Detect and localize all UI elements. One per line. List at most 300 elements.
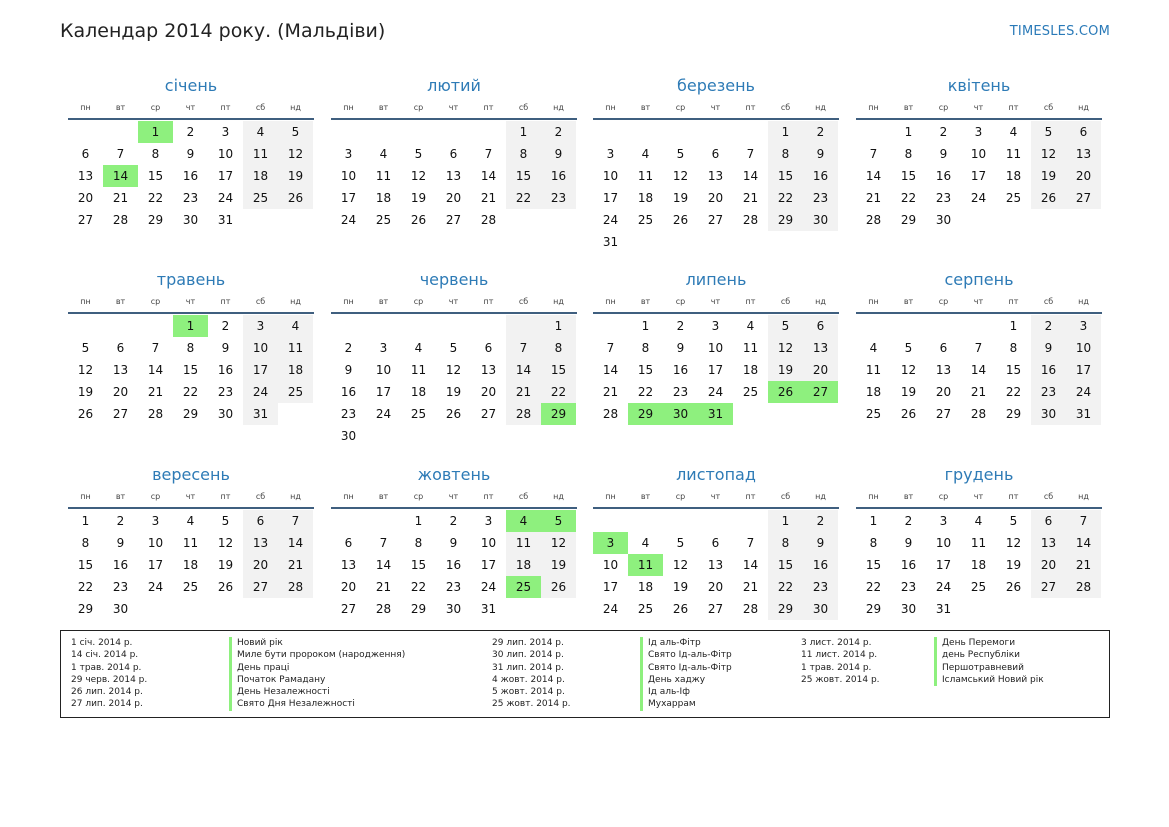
weekday-label: ср	[675, 297, 686, 306]
legend-date: 5 жовт. 2014 р.	[492, 687, 565, 698]
weekday-label: ср	[150, 492, 161, 501]
day-cell: 6	[243, 510, 278, 532]
empty-cell	[698, 510, 733, 532]
day-cell: 8	[506, 143, 541, 165]
day-cell: 30	[217, 407, 234, 421]
day-cell: 18	[375, 191, 392, 205]
weekday-label: нд	[290, 492, 301, 501]
weekday-label: нд	[553, 297, 564, 306]
empty-cell	[856, 121, 891, 143]
weekday-label: пт	[220, 297, 231, 306]
day-cell: 16	[803, 165, 838, 187]
day-cell: 29	[865, 602, 882, 616]
day-cell: 5	[1009, 514, 1018, 528]
day-cell: 5	[1031, 121, 1066, 143]
day-cell: 8	[186, 341, 195, 355]
weekday-label: чт	[973, 297, 984, 306]
day-cell: 19	[217, 558, 234, 572]
weekday-label: нд	[553, 492, 564, 501]
weekday-header	[331, 100, 577, 115]
holiday-day-cell: 1	[138, 121, 173, 143]
weekday-label: сб	[255, 297, 266, 306]
day-cell: 23	[182, 191, 199, 205]
day-cell: 20	[340, 580, 357, 594]
day-cell: 25	[742, 385, 759, 399]
day-cell: 12	[1031, 143, 1066, 165]
day-cell: 26	[410, 213, 427, 227]
month-title: травень	[156, 270, 226, 289]
day-cell: 5	[768, 315, 803, 337]
day-cell: 27	[445, 213, 462, 227]
holiday-day-cell: 5	[541, 510, 576, 532]
weekday-label: пн	[868, 492, 879, 501]
day-cell: 12	[768, 337, 803, 359]
day-cell: 18	[970, 558, 987, 572]
empty-cell	[366, 425, 401, 447]
day-cell: 25	[637, 213, 654, 227]
empty-cell	[278, 209, 313, 231]
day-cell: 30	[935, 213, 952, 227]
day-cell: 4	[974, 514, 983, 528]
day-cell: 31	[602, 235, 619, 249]
day-cell: 18	[410, 385, 427, 399]
day-cell: 21	[970, 385, 987, 399]
day-cell: 7	[606, 341, 615, 355]
legend-holiday-name: Свято Ід-аль-Фітр	[640, 649, 732, 661]
weekday-label: сб	[1043, 103, 1054, 112]
day-cell: 14	[865, 169, 882, 183]
empty-cell	[593, 121, 628, 143]
month-divider	[856, 118, 1102, 120]
day-cell: 19	[410, 191, 427, 205]
day-cell: 26	[672, 213, 689, 227]
day-cell: 26	[1005, 580, 1022, 594]
empty-cell	[803, 403, 838, 425]
day-cell: 2	[221, 319, 230, 333]
month-block	[331, 461, 577, 620]
day-grid	[593, 510, 839, 620]
weekday-label: чт	[710, 103, 721, 112]
day-cell: 12	[541, 532, 576, 554]
day-cell: 7	[974, 341, 983, 355]
empty-cell	[366, 121, 401, 143]
weekday-header	[593, 100, 839, 115]
day-cell: 22	[147, 191, 164, 205]
day-cell: 28	[742, 602, 759, 616]
day-cell: 20	[935, 385, 952, 399]
day-cell: 12	[900, 363, 917, 377]
day-cell: 24	[935, 580, 952, 594]
day-cell: 30	[900, 602, 917, 616]
empty-cell	[331, 315, 366, 337]
month-title: липень	[685, 270, 747, 289]
empty-cell	[663, 121, 698, 143]
legend-holiday-name: Мухаррам	[640, 698, 732, 710]
day-cell: 20	[1031, 554, 1066, 576]
day-cell: 11	[410, 363, 427, 377]
day-cell: 9	[449, 536, 458, 550]
day-cell: 21	[742, 191, 759, 205]
holiday-day-cell: 11	[628, 554, 663, 576]
day-cell: 17	[1066, 359, 1101, 381]
day-cell: 31	[1066, 403, 1101, 425]
day-cell: 17	[147, 558, 164, 572]
day-cell: 11	[243, 143, 278, 165]
day-cell: 2	[344, 341, 353, 355]
day-cell: 3	[1066, 315, 1101, 337]
day-cell: 12	[672, 558, 689, 572]
weekday-label: пт	[745, 492, 756, 501]
day-cell: 11	[182, 536, 199, 550]
day-cell: 6	[1066, 121, 1101, 143]
empty-cell	[401, 315, 436, 337]
weekday-label: нд	[815, 103, 826, 112]
day-cell: 9	[803, 532, 838, 554]
day-cell: 9	[186, 147, 195, 161]
weekday-label: нд	[553, 103, 564, 112]
day-cell: 17	[970, 169, 987, 183]
day-cell: 30	[803, 598, 838, 620]
weekday-label: вт	[115, 103, 126, 112]
month-divider	[68, 507, 314, 509]
day-cell: 16	[803, 554, 838, 576]
day-cell: 13	[112, 363, 129, 377]
empty-cell	[506, 598, 541, 620]
day-cell: 24	[340, 213, 357, 227]
holiday-day-cell: 3	[593, 532, 628, 554]
day-cell: 2	[676, 319, 685, 333]
weekday-label: вт	[378, 492, 389, 501]
day-cell: 11	[506, 532, 541, 554]
day-cell: 12	[278, 143, 313, 165]
month-divider	[68, 118, 314, 120]
day-cell: 19	[541, 554, 576, 576]
day-cell: 11	[637, 169, 654, 183]
day-cell: 19	[1005, 558, 1022, 572]
empty-cell	[698, 121, 733, 143]
day-cell: 14	[480, 169, 497, 183]
day-cell: 28	[375, 602, 392, 616]
day-cell: 14	[506, 359, 541, 381]
day-cell: 17	[243, 359, 278, 381]
month-title: серпень	[944, 270, 1014, 289]
day-cell: 22	[900, 191, 917, 205]
day-cell: 24	[1066, 381, 1101, 403]
day-cell: 1	[541, 315, 576, 337]
day-cell: 18	[506, 554, 541, 576]
day-cell: 3	[484, 514, 493, 528]
day-cell: 15	[182, 363, 199, 377]
weekday-label: сб	[1043, 297, 1054, 306]
weekday-label: пт	[220, 103, 231, 112]
day-grid	[68, 315, 314, 425]
empty-cell	[1031, 598, 1066, 620]
day-cell: 28	[112, 213, 129, 227]
legend-date: 29 черв. 2014 р.	[71, 674, 148, 685]
day-cell: 27	[1066, 187, 1101, 209]
day-cell: 11	[865, 363, 882, 377]
weekday-label: чт	[185, 297, 196, 306]
day-cell: 5	[676, 536, 685, 550]
day-cell: 7	[151, 341, 160, 355]
day-cell: 19	[672, 191, 689, 205]
empty-cell	[1066, 598, 1101, 620]
empty-cell	[1031, 209, 1066, 231]
day-cell: 18	[637, 191, 654, 205]
empty-cell	[506, 425, 541, 447]
weekday-label: пн	[868, 297, 879, 306]
day-cell: 9	[116, 536, 125, 550]
day-cell: 2	[116, 514, 125, 528]
day-cell: 6	[803, 315, 838, 337]
day-cell: 12	[672, 169, 689, 183]
day-cell: 1	[768, 510, 803, 532]
empty-cell	[628, 510, 663, 532]
day-cell: 12	[217, 536, 234, 550]
day-cell: 28	[970, 407, 987, 421]
holiday-day-cell: 26	[768, 381, 803, 403]
day-cell: 8	[541, 337, 576, 359]
day-cell: 17	[707, 363, 724, 377]
day-cell: 4	[641, 147, 650, 161]
day-cell: 20	[480, 385, 497, 399]
weekday-label: пт	[745, 103, 756, 112]
day-cell: 9	[541, 143, 576, 165]
weekday-label: пн	[605, 492, 616, 501]
day-cell: 1	[869, 514, 878, 528]
day-cell: 16	[340, 385, 357, 399]
day-cell: 6	[484, 341, 493, 355]
empty-cell	[803, 231, 838, 253]
day-cell: 9	[676, 341, 685, 355]
empty-cell	[768, 231, 803, 253]
weekday-label: пт	[483, 297, 494, 306]
weekday-label: сб	[780, 103, 791, 112]
day-cell: 1	[1009, 319, 1018, 333]
day-cell: 17	[375, 385, 392, 399]
day-cell: 13	[803, 337, 838, 359]
day-cell: 6	[939, 341, 948, 355]
day-cell: 5	[449, 341, 458, 355]
weekday-label: вт	[903, 297, 914, 306]
day-cell: 15	[147, 169, 164, 183]
month-block	[856, 266, 1102, 425]
empty-cell	[961, 209, 996, 231]
day-cell: 29	[182, 407, 199, 421]
day-cell: 26	[278, 187, 313, 209]
weekday-label: ср	[675, 492, 686, 501]
day-cell: 5	[904, 341, 913, 355]
day-cell: 15	[900, 169, 917, 183]
day-cell: 9	[221, 341, 230, 355]
empty-cell	[541, 425, 576, 447]
day-cell: 7	[869, 147, 878, 161]
day-cell: 24	[217, 191, 234, 205]
weekday-label: пн	[343, 103, 354, 112]
day-grid	[331, 121, 577, 231]
day-cell: 10	[970, 147, 987, 161]
weekday-header	[856, 294, 1102, 309]
day-cell: 28	[147, 407, 164, 421]
legend-date: 26 лип. 2014 р.	[71, 687, 143, 698]
empty-cell	[541, 598, 576, 620]
day-cell: 20	[707, 191, 724, 205]
legend-date: 25 жовт. 2014 р.	[492, 699, 571, 710]
day-cell: 17	[217, 169, 234, 183]
day-cell: 2	[904, 514, 913, 528]
month-divider	[331, 118, 577, 120]
day-cell: 14	[742, 558, 759, 572]
day-cell: 7	[379, 536, 388, 550]
legend-holiday-name: Новий рік	[229, 637, 405, 649]
legend-date: 4 жовт. 2014 р.	[492, 674, 565, 685]
weekday-label: сб	[255, 492, 266, 501]
day-cell: 1	[506, 121, 541, 143]
day-grid	[331, 510, 577, 620]
day-cell: 29	[1005, 407, 1022, 421]
day-cell: 27	[707, 602, 724, 616]
empty-cell	[506, 209, 541, 231]
weekday-label: вт	[640, 297, 651, 306]
weekday-label: пн	[80, 492, 91, 501]
day-cell: 3	[221, 125, 230, 139]
day-cell: 16	[112, 558, 129, 572]
month-divider	[593, 507, 839, 509]
day-cell: 23	[340, 407, 357, 421]
empty-cell	[103, 315, 138, 337]
day-cell: 27	[112, 407, 129, 421]
day-cell: 17	[602, 191, 619, 205]
weekday-label: чт	[710, 492, 721, 501]
weekday-label: ср	[938, 103, 949, 112]
day-cell: 24	[375, 407, 392, 421]
month-block	[331, 72, 577, 231]
weekday-label: вт	[378, 297, 389, 306]
legend-holiday-name: День Незалежності	[229, 686, 405, 698]
legend-date: 3 лист. 2014 р.	[801, 638, 872, 648]
day-grid	[593, 121, 839, 253]
day-cell: 22	[182, 385, 199, 399]
day-cell: 4	[278, 315, 313, 337]
empty-cell	[733, 231, 768, 253]
day-cell: 3	[379, 341, 388, 355]
weekday-label: вт	[640, 492, 651, 501]
day-cell: 11	[1005, 147, 1022, 161]
legend-holiday-name: Миле бути пророком (народження)	[229, 649, 405, 661]
day-cell: 10	[340, 169, 357, 183]
month-divider	[856, 507, 1102, 509]
day-cell: 7	[746, 536, 755, 550]
holiday-day-cell: 30	[663, 403, 698, 425]
weekday-label: пн	[343, 492, 354, 501]
day-cell: 12	[1005, 536, 1022, 550]
day-cell: 4	[186, 514, 195, 528]
day-cell: 11	[278, 337, 313, 359]
day-cell: 4	[746, 319, 755, 333]
month-title: грудень	[944, 465, 1014, 484]
day-cell: 20	[803, 359, 838, 381]
day-cell: 25	[278, 381, 313, 403]
weekday-header	[593, 489, 839, 504]
day-cell: 4	[641, 536, 650, 550]
weekday-label: сб	[1043, 492, 1054, 501]
legend-dates-col-1	[71, 637, 147, 711]
day-cell: 19	[1031, 165, 1066, 187]
day-grid	[856, 510, 1102, 620]
day-cell: 18	[182, 558, 199, 572]
day-cell: 14	[742, 169, 759, 183]
day-cell: 19	[445, 385, 462, 399]
empty-cell	[663, 231, 698, 253]
day-cell: 23	[900, 580, 917, 594]
weekday-label: вт	[378, 103, 389, 112]
weekday-label: чт	[710, 297, 721, 306]
day-cell: 29	[410, 602, 427, 616]
day-cell: 5	[221, 514, 230, 528]
day-cell: 13	[707, 169, 724, 183]
day-cell: 10	[147, 536, 164, 550]
day-cell: 28	[480, 213, 497, 227]
holiday-day-cell: 14	[103, 165, 138, 187]
empty-cell	[768, 403, 803, 425]
day-cell: 19	[672, 580, 689, 594]
day-cell: 16	[182, 169, 199, 183]
day-cell: 21	[147, 385, 164, 399]
day-cell: 18	[278, 359, 313, 381]
day-cell: 28	[1066, 576, 1101, 598]
day-cell: 7	[1066, 510, 1101, 532]
day-cell: 12	[410, 169, 427, 183]
legend-holiday-name: Ід аль-Фітр	[640, 637, 732, 649]
day-cell: 13	[77, 169, 94, 183]
day-cell: 20	[243, 554, 278, 576]
weekday-label: пт	[1008, 297, 1019, 306]
weekday-label: пт	[745, 297, 756, 306]
holiday-day-cell: 29	[628, 403, 663, 425]
legend-date: 31 лип. 2014 р.	[492, 662, 564, 673]
empty-cell	[366, 510, 401, 532]
day-cell: 7	[746, 147, 755, 161]
day-cell: 9	[904, 536, 913, 550]
weekday-label: пт	[1008, 492, 1019, 501]
month-block	[856, 461, 1102, 620]
day-cell: 8	[768, 143, 803, 165]
legend-holiday-name: День Перемоги	[934, 637, 1044, 649]
weekday-label: нд	[290, 103, 301, 112]
day-cell: 27	[340, 602, 357, 616]
day-cell: 16	[672, 363, 689, 377]
day-cell: 13	[480, 363, 497, 377]
day-cell: 22	[541, 381, 576, 403]
weekday-label: пн	[80, 297, 91, 306]
day-cell: 5	[278, 121, 313, 143]
empty-cell	[401, 425, 436, 447]
brand-link[interactable]: TIMESLES.COM	[1009, 24, 1110, 39]
empty-cell	[698, 231, 733, 253]
day-cell: 18	[865, 385, 882, 399]
day-cell: 13	[1066, 143, 1101, 165]
day-cell: 11	[742, 341, 759, 355]
day-cell: 21	[742, 580, 759, 594]
day-cell: 30	[182, 213, 199, 227]
day-cell: 15	[768, 165, 803, 187]
empty-cell	[278, 403, 313, 425]
weekday-label: ср	[413, 103, 424, 112]
empty-cell	[856, 315, 891, 337]
day-cell: 2	[186, 125, 195, 139]
day-cell: 29	[768, 598, 803, 620]
day-cell: 30	[445, 602, 462, 616]
